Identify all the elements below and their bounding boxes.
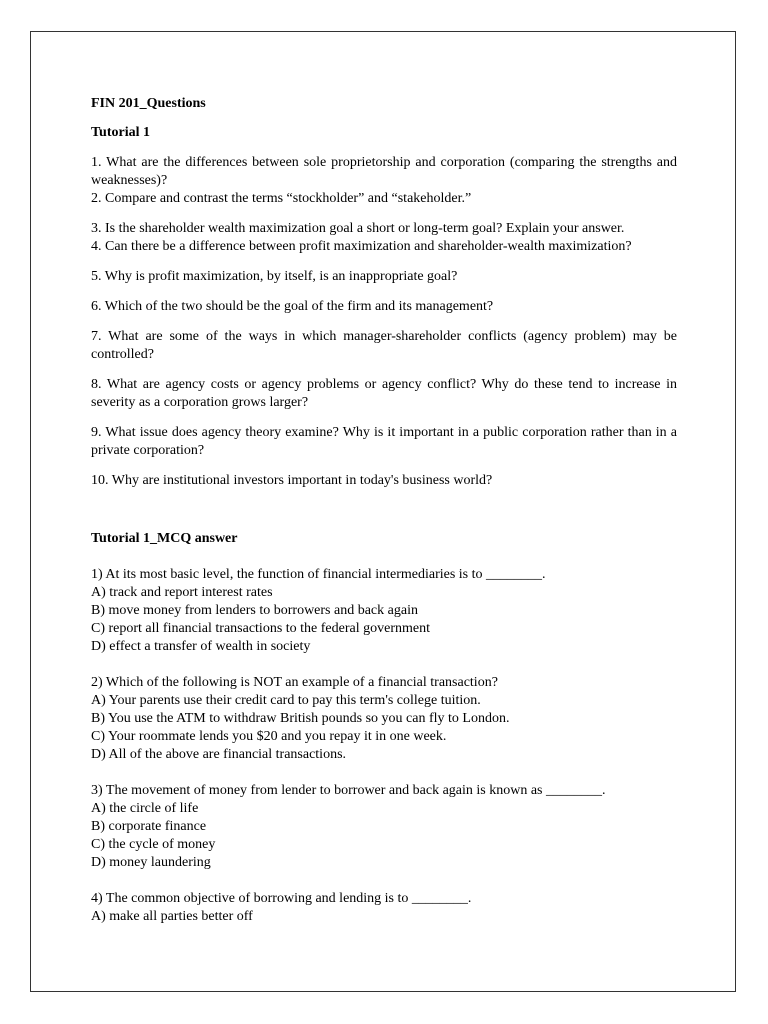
document-page <box>30 31 736 992</box>
mcq-option: A) make all parties better off <box>91 909 253 924</box>
mcq-option: C) report all financial transactions to the federal government <box>91 621 430 636</box>
mcq-list <box>91 566 677 926</box>
mcq-question: 2) Which of the following is NOT an example of a financial transaction? <box>91 675 498 690</box>
mcq-option: A) Your parents use their credit card to pay this term's college tuition. <box>91 693 481 708</box>
mcq-option: D) All of the above are financial transactions. <box>91 747 347 762</box>
mcq-question: 1) At its most basic level, the function of financial intermediaries is to ________. <box>91 567 546 582</box>
mcq-option: A) track and report interest rates <box>91 585 273 600</box>
mcq-option: B) You use the ATM to withdraw British pounds so you can fly to London. <box>91 711 510 726</box>
mcq-option: C) Your roommate lends you $20 and you repay it in one week. <box>91 729 447 744</box>
mcq-item-1 <box>91 566 677 656</box>
question-3: 3. Is the shareholder wealth maximization goal a short or long-term goal? Explain your answer. <box>91 221 625 236</box>
mcq-option: C) the cycle of money <box>91 837 216 852</box>
question-1: 1. What are the differences between sole proprietorship and corporation (comparing the strengths and weaknesses)? <box>91 155 677 188</box>
mcq-option: A) the circle of life <box>91 801 199 816</box>
mcq-item-4 <box>91 890 677 926</box>
question-8: 8. What are agency costs or agency problems or agency conflict? Why do these tend to increase in severity as a corporation grows larger? <box>91 377 677 410</box>
document-content <box>91 95 677 926</box>
mcq-option: D) effect a transfer of wealth in society <box>91 639 311 654</box>
mcq-question: 3) The movement of money from lender to borrower and back again is known as ________. <box>91 783 606 798</box>
mcq-item-2 <box>91 674 677 764</box>
question-6: 6. Which of the two should be the goal of the firm and its management? <box>91 299 494 314</box>
mcq-item-3 <box>91 782 677 872</box>
mcq-heading: Tutorial 1_MCQ answer <box>91 531 238 546</box>
tutorial-heading: Tutorial 1 <box>91 125 150 140</box>
mcq-question: 4) The common objective of borrowing and lending is to ________. <box>91 891 472 906</box>
document-title: FIN 201_Questions <box>91 96 206 111</box>
mcq-option: B) move money from lenders to borrowers and back again <box>91 603 418 618</box>
mcq-option: B) corporate finance <box>91 819 207 834</box>
question-4: 4. Can there be a difference between profit maximization and shareholder-wealth maximization? <box>91 239 632 254</box>
question-9: 9. What issue does agency theory examine? Why is it important in a public corporation rather than in a private corporation? <box>91 425 677 458</box>
question-7: 7. What are some of the ways in which manager-shareholder conflicts (agency problem) may be controlled? <box>91 329 677 362</box>
question-10: 10. Why are institutional investors important in today's business world? <box>91 473 493 488</box>
question-5: 5. Why is profit maximization, by itself, is an inappropriate goal? <box>91 269 458 284</box>
question-2: 2. Compare and contrast the terms “stockholder” and “stakeholder.” <box>91 191 472 206</box>
mcq-option: D) money laundering <box>91 855 211 870</box>
